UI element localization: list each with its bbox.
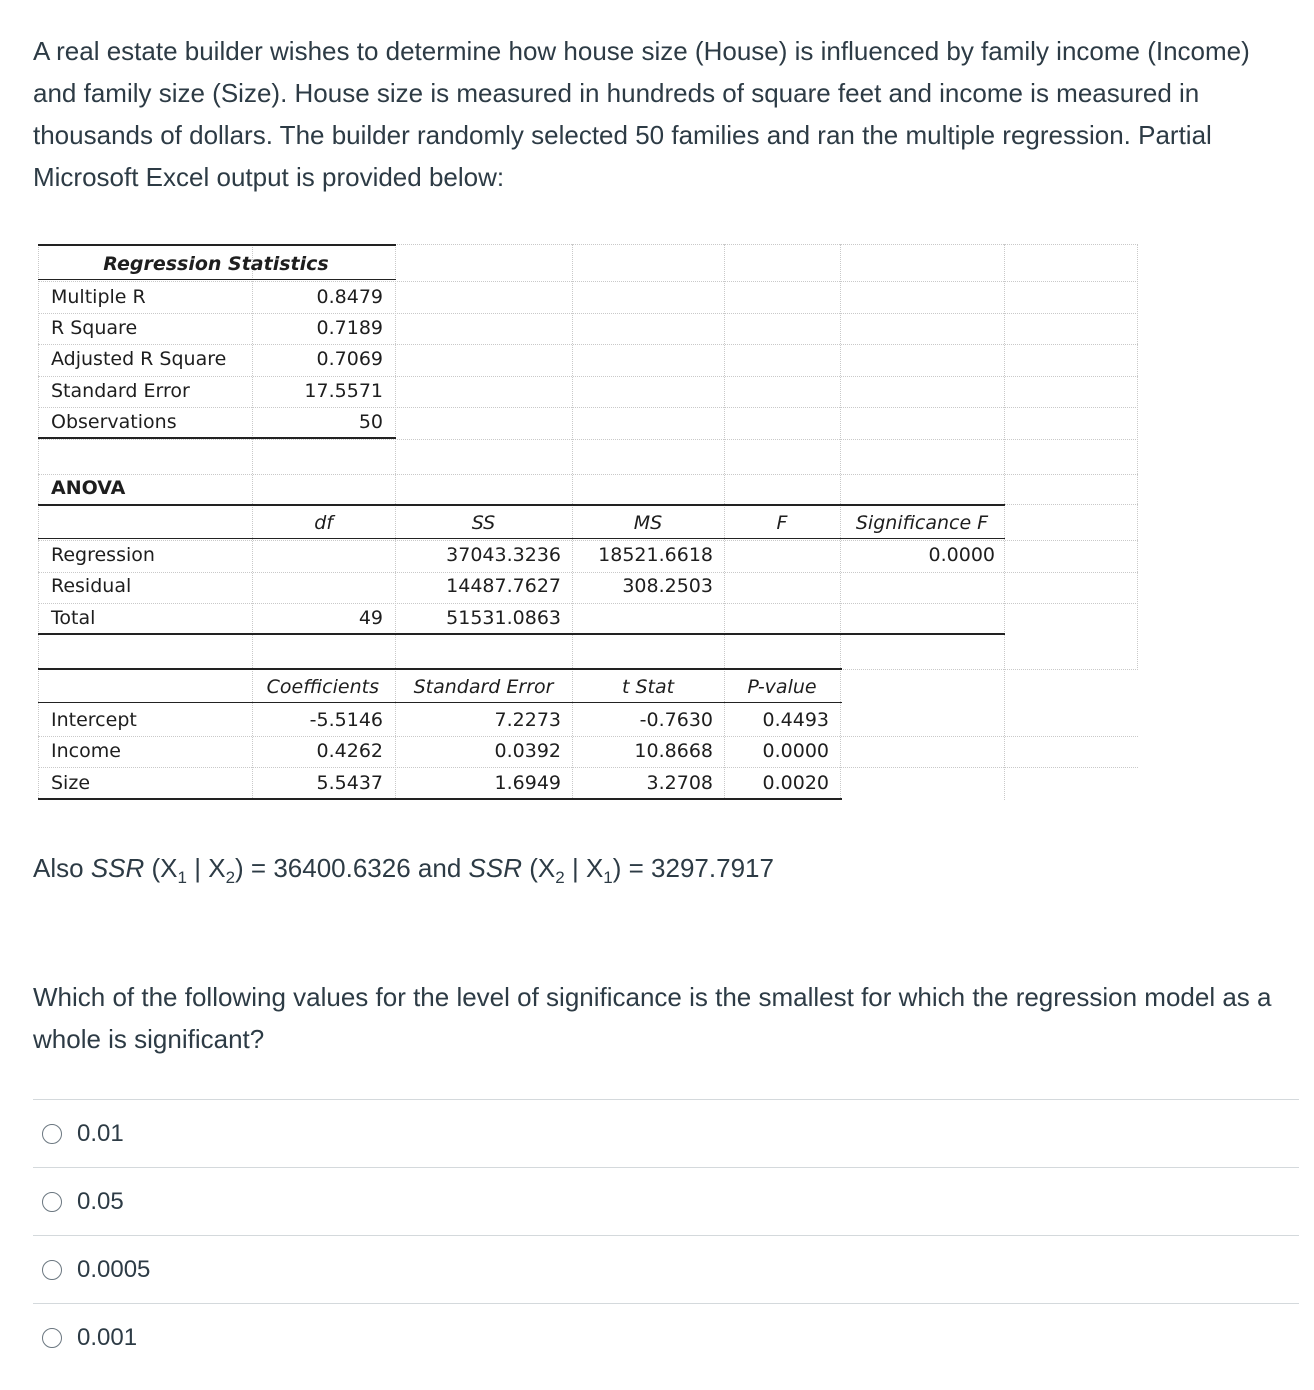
anova-row-label: Regression — [51, 544, 155, 566]
coef-cell-t-stat: 3.2708 — [646, 772, 713, 794]
anova-cell-ss: 37043.3236 — [446, 544, 561, 566]
regstat-label: Standard Error — [51, 380, 190, 402]
regstat-label: Adjusted R Square — [51, 348, 227, 370]
regression-statistics-title: Regression Statistics — [103, 253, 329, 275]
coef-header-t-stat: t Stat — [621, 676, 675, 698]
anova-header-ms: MS — [633, 512, 663, 534]
question-text: Which of the following values for the level of significance is the smallest for which the regression model as a whole is significant? — [33, 982, 1272, 1054]
radio-button[interactable] — [42, 1192, 62, 1212]
coef-cell-t-stat: 10.8668 — [634, 740, 713, 762]
coef-cell-standard-error: 0.0392 — [494, 740, 561, 762]
coef-cell-p-value: 0.0000 — [762, 740, 829, 762]
coef-header-coefficients: Coefficients — [266, 676, 379, 698]
anova-header-f: F — [776, 512, 788, 534]
answer-option[interactable] — [33, 1235, 1299, 1303]
answer-option-label: 0.001 — [77, 1323, 138, 1351]
anova-cell-ss: 51531.0863 — [446, 607, 561, 629]
ssr-statement: Also SSR ($X_1$ | $X_2) = 36400.6326$ and SSR ($X_2$ | $X_1) = 3297.7917$ — [33, 853, 774, 888]
answer-option[interactable] — [33, 1099, 1299, 1167]
answer-option-label: 0.0005 — [77, 1255, 151, 1283]
excel-output-table — [38, 244, 1138, 804]
radio-button[interactable] — [42, 1328, 62, 1348]
anova-row-label: Total — [51, 607, 96, 629]
regstat-label: Observations — [51, 411, 177, 433]
coef-cell-coefficient: 0.4262 — [316, 740, 383, 762]
regstat-value: 0.8479 — [316, 286, 383, 308]
regstat-label: R Square — [51, 317, 138, 339]
radio-button[interactable] — [42, 1260, 62, 1280]
answer-option[interactable] — [33, 1167, 1299, 1235]
anova-cell-ss: 14487.7627 — [446, 575, 561, 597]
regstat-value: 17.5571 — [304, 380, 383, 402]
coef-cell-standard-error: 1.6949 — [494, 772, 561, 794]
anova-cell-sig: 0.0000 — [928, 544, 995, 566]
anova-header-df: df — [314, 512, 333, 534]
anova-row-label: Residual — [51, 575, 132, 597]
coef-cell-coefficient: 5.5437 — [316, 772, 383, 794]
anova-cell-ms: 18521.6618 — [598, 544, 713, 566]
regstat-value: 50 — [358, 411, 383, 433]
anova-cell-df: 49 — [358, 607, 383, 629]
coef-row-label: Size — [51, 772, 91, 794]
coef-cell-p-value: 0.4493 — [762, 709, 829, 731]
regstat-value: 0.7189 — [316, 317, 383, 339]
coef-header-p-value: P-value — [747, 676, 817, 698]
coef-cell-t-stat: -0.7630 — [639, 709, 713, 731]
answer-option-label: 0.01 — [77, 1119, 124, 1147]
radio-button[interactable] — [42, 1124, 62, 1144]
coef-header-standard-error: Standard Error — [413, 676, 554, 698]
regstat-label: Multiple R — [51, 286, 146, 308]
coef-row-label: Intercept — [51, 709, 137, 731]
coef-cell-p-value: 0.0020 — [762, 772, 829, 794]
coef-cell-coefficient: -5.5146 — [309, 709, 383, 731]
answer-option-label: 0.05 — [77, 1187, 124, 1215]
anova-title: ANOVA — [51, 477, 126, 499]
answer-option[interactable] — [33, 1303, 1299, 1371]
coef-cell-standard-error: 7.2273 — [494, 709, 561, 731]
coef-row-label: Income — [51, 740, 121, 762]
answer-options — [33, 1099, 1299, 1371]
anova-header-ss: SS — [471, 512, 496, 534]
anova-cell-ms: 308.2503 — [622, 575, 713, 597]
anova-header-significance-f: Significance F — [855, 512, 989, 534]
regstat-value: 0.7069 — [316, 348, 383, 370]
question-intro: A real estate builder wishes to determine how house size (House) is influenced by family income (Income) and family size (Size). House size is measured in hundreds of square feet and income is measured in thousands of dollars. The builder randomly selected 50 families and ran the multiple regression. Partial Microsoft Excel output is provided below: — [33, 36, 1250, 192]
